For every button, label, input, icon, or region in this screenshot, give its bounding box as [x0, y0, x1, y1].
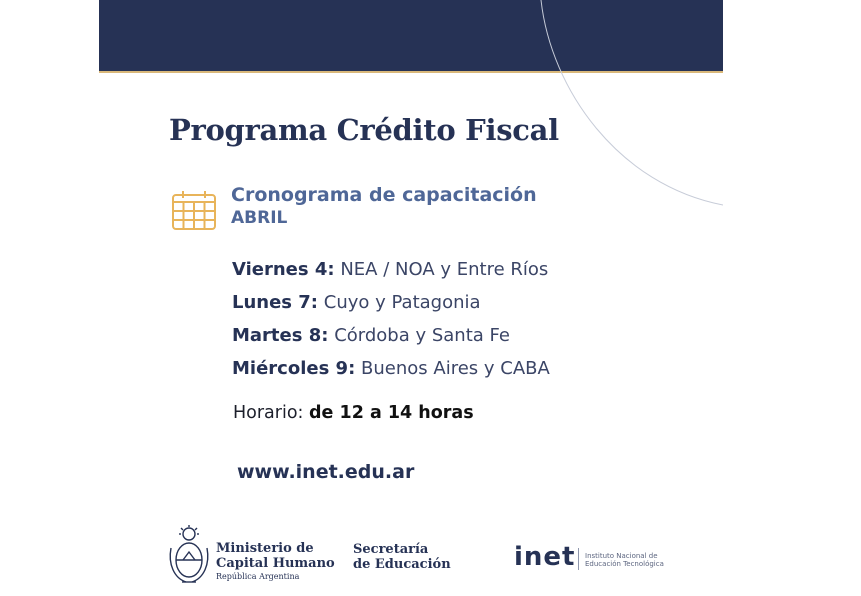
hours-label: Horario:: [233, 403, 304, 423]
schedule-day: Viernes 4:: [232, 259, 335, 280]
ministerio-line1: Ministerio de: [216, 541, 314, 556]
subtitle-month: ABRIL: [231, 208, 288, 228]
schedule-day: Miércoles 9:: [232, 358, 356, 379]
ministerio-line3: República Argentina: [216, 572, 300, 581]
secretaria-line1: Secretaría: [353, 542, 429, 557]
inet-logo: inet: [514, 542, 576, 572]
calendar-icon: [171, 189, 217, 231]
schedule-list: [232, 257, 550, 389]
schedule-row: [232, 356, 550, 389]
schedule-region: Buenos Aires y CABA: [361, 358, 550, 379]
secretaria-line2: de Educación: [353, 557, 451, 572]
header-band: [99, 0, 723, 73]
schedule-region: Córdoba y Santa Fe: [334, 325, 510, 346]
schedule-day: Martes 8:: [232, 325, 329, 346]
schedule-day: Lunes 7:: [232, 292, 319, 313]
website-link[interactable]: www.inet.edu.ar: [237, 461, 415, 483]
ministerio-line2: Capital Humano: [216, 556, 335, 571]
page-title: Programa Crédito Fiscal: [169, 113, 559, 147]
footer-logos: [99, 520, 723, 596]
subtitle-line1: Cronograma de capacitación: [231, 184, 537, 206]
schedule-row: [232, 323, 550, 356]
coat-of-arms-icon: [168, 524, 210, 586]
schedule-region: Cuyo y Patagonia: [323, 292, 481, 313]
inet-desc-line2: Educación Tecnológica: [585, 560, 664, 568]
ministerio-logo-text: [216, 541, 335, 583]
hours-value: de 12 a 14 horas: [309, 403, 474, 423]
schedule-row: [232, 290, 550, 323]
schedule-region: NEA / NOA y Entre Ríos: [340, 259, 549, 280]
flyer-card: [99, 0, 723, 596]
secretaria-logo-text: [353, 542, 451, 572]
schedule-row: [232, 257, 550, 290]
inet-divider: [578, 548, 579, 570]
schedule-subtitle: [231, 184, 537, 230]
hours-line: [233, 403, 474, 423]
inet-description: [585, 552, 664, 568]
inet-desc-line1: Instituto Nacional de: [585, 552, 658, 560]
